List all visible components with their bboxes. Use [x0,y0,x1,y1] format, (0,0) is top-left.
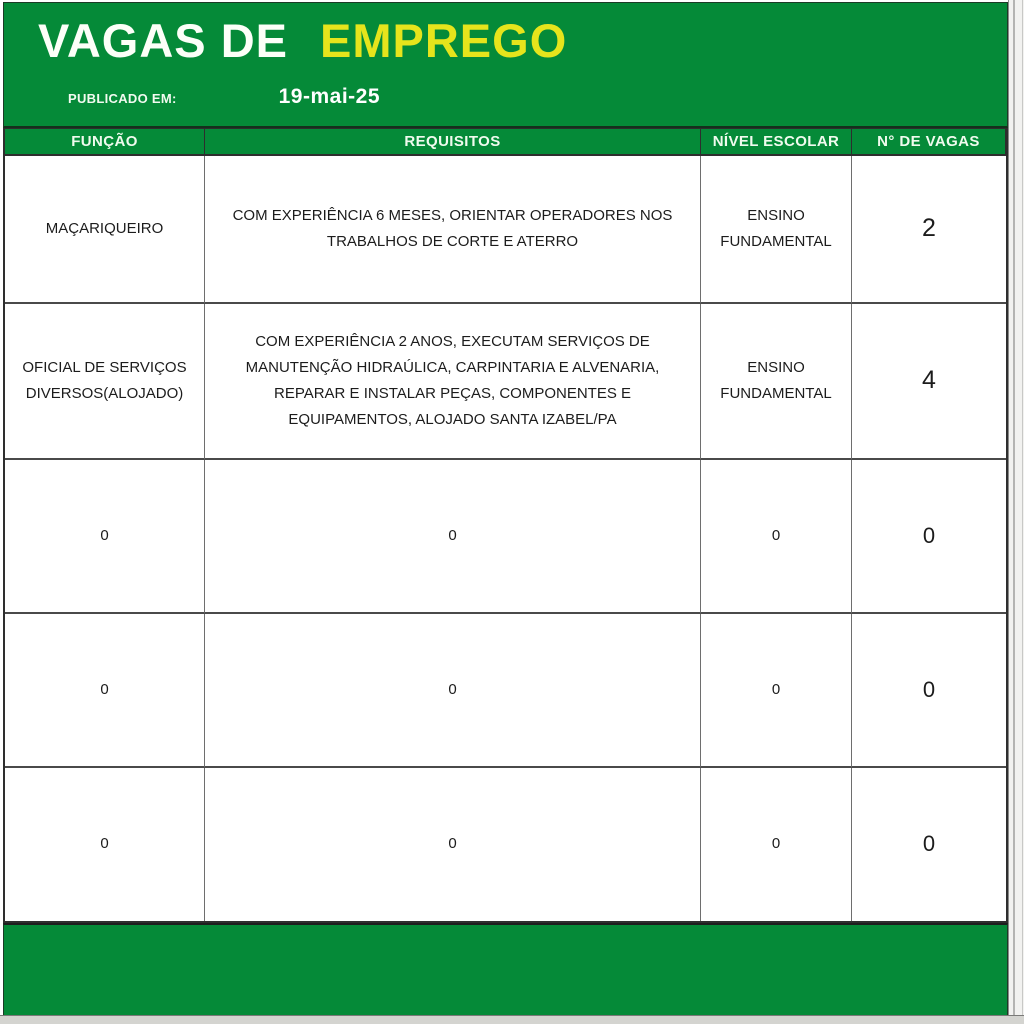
vertical-scrollbar[interactable] [1008,0,1024,1015]
cell-nivel-escolar: ENSINO FUNDAMENTAL [701,304,852,460]
column-header-funcao: FUNÇÃO [5,129,205,156]
cell-funcao: MAÇARIQUEIRO [5,156,205,304]
column-header-requisitos: REQUISITOS [205,129,701,156]
cell-funcao: 0 [5,768,205,921]
column-header-nivel-escolar: NÍVEL ESCOLAR [701,129,852,156]
cell-vagas: 4 [852,304,1006,460]
cell-funcao: OFICIAL DE SERVIÇOS DIVERSOS(ALOJADO) [5,304,205,460]
scrollbar-edge-line [1022,0,1023,1015]
hero-header [3,2,1008,128]
scrollbar-track-line [1013,0,1015,1015]
page-title [38,13,567,68]
cell-vagas: 0 [852,460,1006,614]
cell-funcao: 0 [5,614,205,768]
cell-vagas: 0 [852,768,1006,921]
announcement [3,2,1008,1016]
cell-nivel-escolar: 0 [701,768,852,921]
cell-nivel-escolar: ENSINO FUNDAMENTAL [701,156,852,304]
cell-nivel-escolar: 0 [701,460,852,614]
title-vagas-de: VAGAS DE [38,14,288,67]
cell-funcao: 0 [5,460,205,614]
published-label: PUBLICADO EM: [68,91,177,106]
cell-requisitos: COM EXPERIÊNCIA 6 MESES, ORIENTAR OPERADORES NOS TRABALHOS DE CORTE E ATERRO [205,156,701,304]
cell-requisitos: COM EXPERIÊNCIA 2 ANOS, EXECUTAM SERVIÇOS DE MANUTENÇÃO HIDRAÚLICA, CARPINTARIA E ALVENARIA, REPARAR E INSTALAR PEÇAS, COMPONENTES E EQUIPAMENTOS, ALOJADO SANTA IZABEL/PA [205,304,701,460]
cell-vagas: 0 [852,614,1006,768]
bottom-edge-strip [0,1015,1024,1024]
cell-nivel-escolar: 0 [701,614,852,768]
cell-vagas: 2 [852,156,1006,304]
column-header-n-de-vagas: N° DE VAGAS [852,129,1006,156]
cell-requisitos: 0 [205,614,701,768]
footer-bar [3,923,1008,1016]
title-emprego: EMPREGO [320,14,568,67]
vacancies-table [3,128,1008,923]
published-date: 19-mai-25 [278,85,381,108]
published-row [68,85,380,109]
cell-requisitos: 0 [205,460,701,614]
cell-requisitos: 0 [205,768,701,921]
